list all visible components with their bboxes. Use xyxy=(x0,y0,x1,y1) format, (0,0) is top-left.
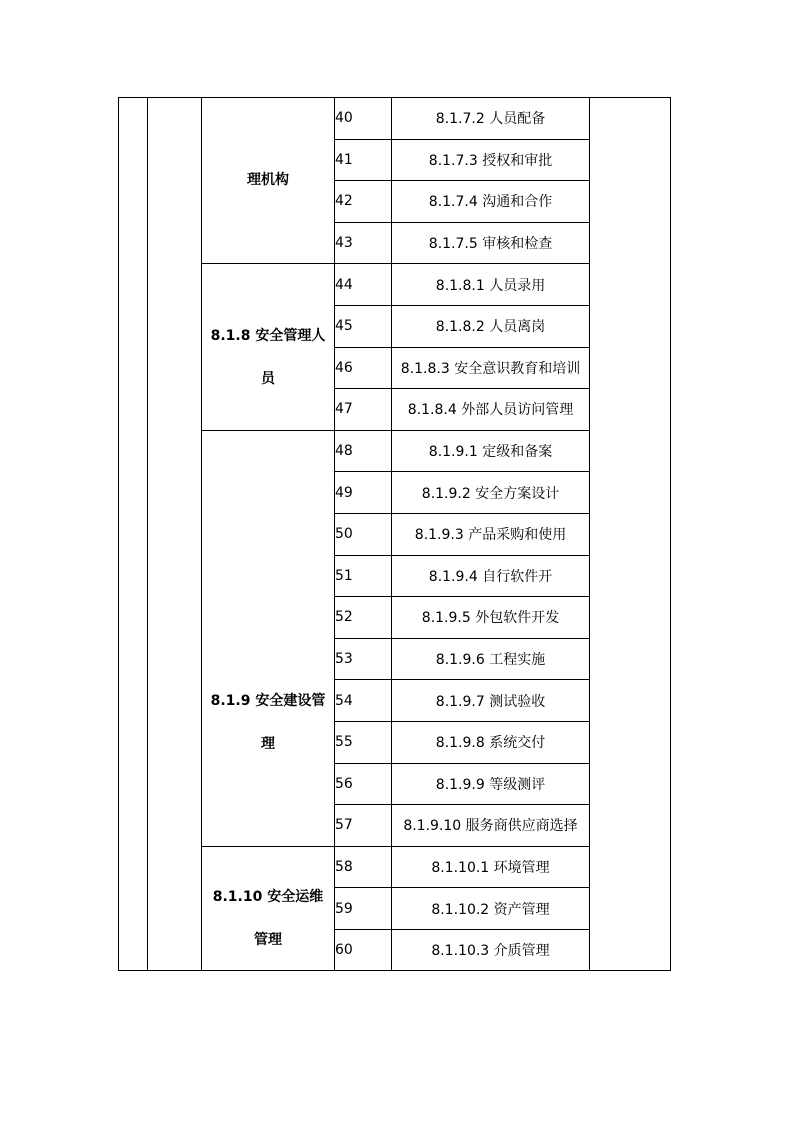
table-row xyxy=(119,264,671,306)
blank-column-2 xyxy=(148,98,202,971)
row-item: 8.1.9.10 服务商供应商选择 xyxy=(392,805,590,847)
blank-column-1 xyxy=(119,98,148,971)
row-item: 8.1.9.6 工程实施 xyxy=(392,638,590,680)
row-number: 40 xyxy=(335,98,392,140)
group-label: 8.1.10 安全运维管理 xyxy=(212,888,324,948)
row-item: 8.1.7.3 授权和审批 xyxy=(392,139,590,181)
row-number: 45 xyxy=(335,305,392,347)
table-row xyxy=(119,430,671,472)
row-item: 8.1.9.5 外包软件开发 xyxy=(392,597,590,639)
row-item: 8.1.7.4 沟通和合作 xyxy=(392,181,590,223)
group-label: 理机构 xyxy=(247,172,289,189)
row-item: 8.1.10.2 资产管理 xyxy=(392,888,590,930)
row-item: 8.1.7.5 审核和检查 xyxy=(392,222,590,264)
group-label: 8.1.8 安全管理人员 xyxy=(210,328,326,388)
row-number: 54 xyxy=(335,680,392,722)
row-number: 47 xyxy=(335,389,392,431)
row-number: 50 xyxy=(335,513,392,555)
row-item: 8.1.9.9 等级测评 xyxy=(392,763,590,805)
row-number: 43 xyxy=(335,222,392,264)
row-item: 8.1.10.1 环境管理 xyxy=(392,846,590,888)
blank-column-remarks xyxy=(590,98,671,971)
row-item: 8.1.9.3 产品采购和使用 xyxy=(392,513,590,555)
row-number: 59 xyxy=(335,888,392,930)
row-number: 46 xyxy=(335,347,392,389)
row-item: 8.1.9.4 自行软件开 xyxy=(392,555,590,597)
row-item: 8.1.10.3 介质管理 xyxy=(392,929,590,971)
group-cell xyxy=(202,846,335,971)
row-item: 8.1.8.3 安全意识教育和培训 xyxy=(392,347,590,389)
row-number: 41 xyxy=(335,139,392,181)
row-number: 53 xyxy=(335,638,392,680)
row-number: 42 xyxy=(335,181,392,223)
row-item: 8.1.9.8 系统交付 xyxy=(392,721,590,763)
row-number: 58 xyxy=(335,846,392,888)
row-number: 55 xyxy=(335,721,392,763)
row-item: 8.1.8.2 人员离岗 xyxy=(392,305,590,347)
group-cell xyxy=(202,430,335,846)
row-number: 51 xyxy=(335,555,392,597)
group-cell xyxy=(202,98,335,264)
row-number: 57 xyxy=(335,805,392,847)
row-item: 8.1.8.4 外部人员访问管理 xyxy=(392,389,590,431)
row-number: 49 xyxy=(335,472,392,514)
group-cell xyxy=(202,264,335,430)
table-row xyxy=(119,98,671,140)
row-number: 52 xyxy=(335,597,392,639)
row-number: 60 xyxy=(335,929,392,971)
requirements-table xyxy=(118,97,671,971)
row-item: 8.1.9.1 定级和备案 xyxy=(392,430,590,472)
table-row xyxy=(119,846,671,888)
row-item: 8.1.7.2 人员配备 xyxy=(392,98,590,140)
row-item: 8.1.9.7 测试验收 xyxy=(392,680,590,722)
row-item: 8.1.9.2 安全方案设计 xyxy=(392,472,590,514)
row-item: 8.1.8.1 人员录用 xyxy=(392,264,590,306)
row-number: 48 xyxy=(335,430,392,472)
row-number: 44 xyxy=(335,264,392,306)
group-label: 8.1.9 安全建设管理 xyxy=(210,693,326,753)
row-number: 56 xyxy=(335,763,392,805)
